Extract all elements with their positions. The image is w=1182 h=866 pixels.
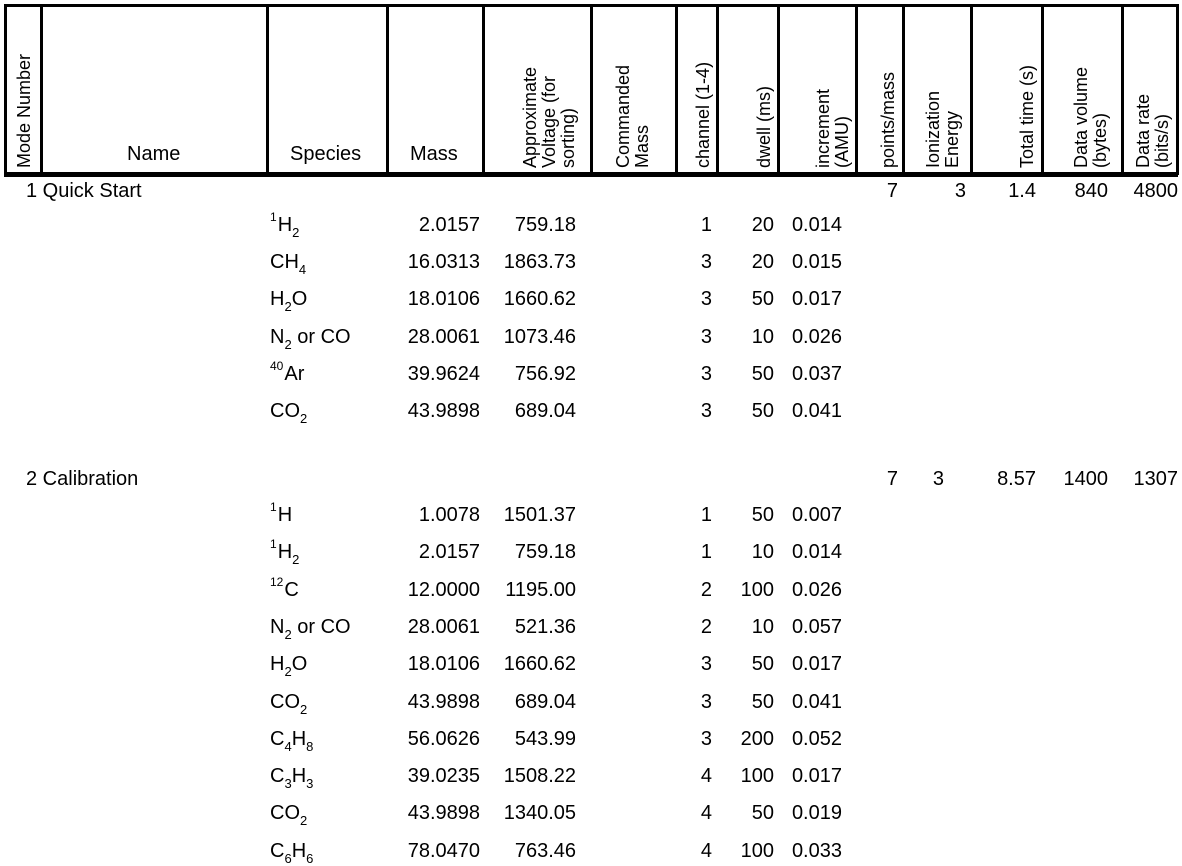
dwell-value: 50 — [751, 802, 774, 825]
ionization-energy-value: 3 — [954, 180, 966, 202]
mass-value: 28.0061 — [407, 615, 480, 638]
points-per-mass-value: 7 — [886, 468, 898, 490]
mass-value: 16.0313 — [407, 251, 480, 274]
increment-value: 0.052 — [791, 727, 842, 750]
header-increment: increment (AMU) — [813, 88, 852, 168]
dwell-value: 50 — [751, 400, 774, 422]
increment-value: 0.019 — [791, 802, 842, 825]
channel-value: 3 — [700, 362, 712, 385]
dwell-value: 100 — [740, 578, 774, 601]
count-subscript: 3 — [284, 776, 292, 792]
data-volume-value: 840 — [1074, 180, 1108, 202]
voltage-value: 756.92 — [514, 362, 576, 385]
increment-value: 0.014 — [791, 541, 842, 564]
species-formula: $C_4H_8$ — [270, 727, 314, 754]
voltage-value: 689.04 — [514, 400, 576, 422]
increment-value: 0.014 — [791, 214, 842, 236]
header-dwell: dwell (ms) — [754, 85, 774, 168]
isotope-superscript: 1 — [270, 500, 277, 514]
count-subscript: 4 — [284, 738, 292, 754]
isotope-superscript: 1 — [270, 210, 277, 224]
species-formula: $^1$H — [270, 500, 293, 526]
voltage-value: 759.18 — [514, 541, 576, 564]
mass-value: 43.9898 — [407, 690, 480, 713]
species-formula: $^1H_2$ — [270, 537, 300, 568]
header-approx-voltage: Approximate Voltage (for sorting) — [520, 66, 578, 168]
voltage-value: 1195.00 — [505, 578, 576, 601]
voltage-value: 1660.62 — [503, 653, 576, 676]
dwell-value: 50 — [751, 504, 774, 526]
isotope-superscript: 1 — [270, 537, 277, 552]
dwell-value: 10 — [751, 615, 774, 638]
count-subscript: 6 — [284, 850, 292, 866]
channel-value: 4 — [700, 802, 712, 825]
voltage-value: 1508.22 — [503, 765, 576, 788]
channel-value: 4 — [700, 839, 712, 862]
mode-label: 1 Quick Start — [26, 180, 142, 202]
header-channel: channel (1-4) — [693, 61, 713, 168]
increment-value: 0.017 — [791, 765, 842, 788]
mass-value: 43.9898 — [407, 400, 480, 422]
increment-value: 0.057 — [791, 615, 842, 638]
data-volume-value: 1400 — [1063, 468, 1108, 490]
voltage-value: 1501.37 — [503, 504, 576, 526]
channel-value: 2 — [700, 578, 712, 601]
header-data-volume: Data volume (bytes) — [1071, 66, 1110, 168]
increment-value: 0.033 — [791, 839, 842, 862]
header-mass: Mass — [410, 143, 458, 165]
species-formula: $C_3H_3$ — [270, 765, 314, 792]
species-formula: $^{40}$Ar — [270, 358, 305, 385]
voltage-value: 543.99 — [514, 727, 576, 750]
count-subscript: 2 — [284, 626, 292, 642]
total-time-value: 1.4 — [1008, 180, 1036, 202]
count-subscript: 2 — [292, 225, 300, 240]
voltage-value: 1340.05 — [503, 802, 576, 825]
header-ionization-energy: Ionization Energy — [923, 90, 962, 168]
count-subscript: 6 — [306, 850, 314, 866]
species-formula: $^{12}$C — [270, 574, 299, 601]
ionization-energy-value: 3 — [932, 468, 944, 490]
count-subscript: 8 — [306, 738, 314, 754]
dwell-value: 100 — [740, 765, 774, 788]
increment-value: 0.026 — [791, 578, 842, 601]
increment-value: 0.007 — [791, 504, 842, 526]
voltage-value: 759.18 — [514, 214, 576, 236]
count-subscript: 2 — [292, 552, 300, 568]
mass-value: 39.9624 — [407, 362, 480, 385]
mass-value: 43.9898 — [407, 802, 480, 825]
header-species: Species — [290, 143, 362, 165]
voltage-value: 1863.73 — [503, 251, 576, 274]
dwell-value: 50 — [751, 653, 774, 676]
points-per-mass-value: 7 — [886, 180, 898, 202]
mass-value: 78.0470 — [407, 839, 480, 862]
mass-value: 39.0235 — [407, 765, 480, 788]
species-formula: $CO_2$ — [270, 690, 308, 717]
isotope-superscript: 40 — [270, 358, 284, 373]
increment-value: 0.015 — [791, 251, 842, 274]
header-name: Name — [127, 143, 181, 165]
channel-value: 2 — [700, 615, 712, 638]
voltage-value: 689.04 — [514, 690, 576, 713]
channel-value: 3 — [700, 288, 712, 311]
total-time-value: 8.57 — [997, 468, 1036, 490]
mass-value: 12.0000 — [407, 578, 480, 601]
voltage-value: 1660.62 — [503, 288, 576, 311]
increment-value: 0.017 — [791, 653, 842, 676]
count-subscript: 4 — [298, 262, 307, 278]
channel-value: 1 — [700, 541, 712, 564]
mass-value: 18.0106 — [407, 653, 480, 676]
voltage-value: 1073.46 — [503, 325, 576, 348]
channel-value: 4 — [700, 765, 712, 788]
data-rate-value: 1307 — [1133, 468, 1178, 490]
channel-value: 3 — [700, 400, 712, 422]
increment-value: 0.017 — [791, 288, 842, 311]
dwell-value: 50 — [751, 362, 774, 385]
mass-value: 56.0626 — [407, 727, 480, 750]
species-formula: $N_2$ or CO — [270, 615, 351, 642]
dwell-value: 50 — [751, 288, 774, 311]
increment-value: 0.041 — [791, 400, 842, 422]
species-formula: $CO_2$ — [270, 802, 308, 829]
species-formula: $H_2O$ — [270, 653, 308, 680]
count-subscript: 2 — [300, 701, 308, 717]
species-formula: $^1H_2$ — [270, 210, 300, 240]
channel-value: 3 — [700, 653, 712, 676]
voltage-value: 763.46 — [514, 839, 576, 862]
channel-value: 3 — [700, 251, 712, 274]
channel-value: 3 — [700, 325, 712, 348]
dwell-value: 10 — [751, 325, 774, 348]
mass-value: 2.0157 — [418, 214, 480, 236]
species-formula: $N_2$ or CO — [270, 325, 351, 352]
dwell-value: 100 — [740, 839, 774, 862]
voltage-value: 521.36 — [514, 615, 576, 638]
mass-value: 1.0078 — [418, 504, 480, 526]
dwell-value: 10 — [751, 541, 774, 564]
species-formula: $H_2O$ — [270, 288, 308, 315]
count-subscript: 2 — [284, 336, 292, 352]
data-rate-value: 4800 — [1133, 180, 1178, 202]
increment-value: 0.037 — [791, 362, 842, 385]
species-formula: $C_6H_6$ — [270, 839, 314, 866]
channel-value: 1 — [700, 504, 712, 526]
header-total-time: Total time (s) — [1017, 64, 1037, 168]
increment-value: 0.041 — [791, 690, 842, 713]
species-formula: $CH_4$ — [270, 251, 307, 278]
channel-value: 3 — [700, 727, 712, 750]
header-data-rate: Data rate (bits/s) — [1133, 93, 1172, 168]
count-subscript: 2 — [300, 411, 308, 426]
count-subscript: 2 — [284, 299, 292, 315]
mass-value: 2.0157 — [418, 541, 480, 564]
mass-value: 28.0061 — [407, 325, 480, 348]
mass-value: 18.0106 — [407, 288, 480, 311]
header-mode-number: Mode Number — [14, 53, 34, 168]
count-subscript: 2 — [284, 664, 292, 680]
species-formula: $CO_2$ — [270, 400, 308, 426]
dwell-value: 50 — [751, 690, 774, 713]
dwell-value: 200 — [740, 727, 774, 750]
isotope-superscript: 12 — [270, 574, 284, 589]
count-subscript: 3 — [306, 776, 314, 792]
count-subscript: 2 — [300, 813, 308, 829]
header-points-per-mass: points/mass — [878, 71, 898, 168]
mode-label: 2 Calibration — [26, 468, 139, 490]
channel-value: 3 — [700, 690, 712, 713]
header-commanded-mass: Commanded Mass — [613, 64, 652, 168]
channel-value: 1 — [700, 214, 712, 236]
dwell-value: 20 — [751, 251, 774, 274]
increment-value: 0.026 — [791, 325, 842, 348]
dwell-value: 20 — [751, 214, 774, 236]
